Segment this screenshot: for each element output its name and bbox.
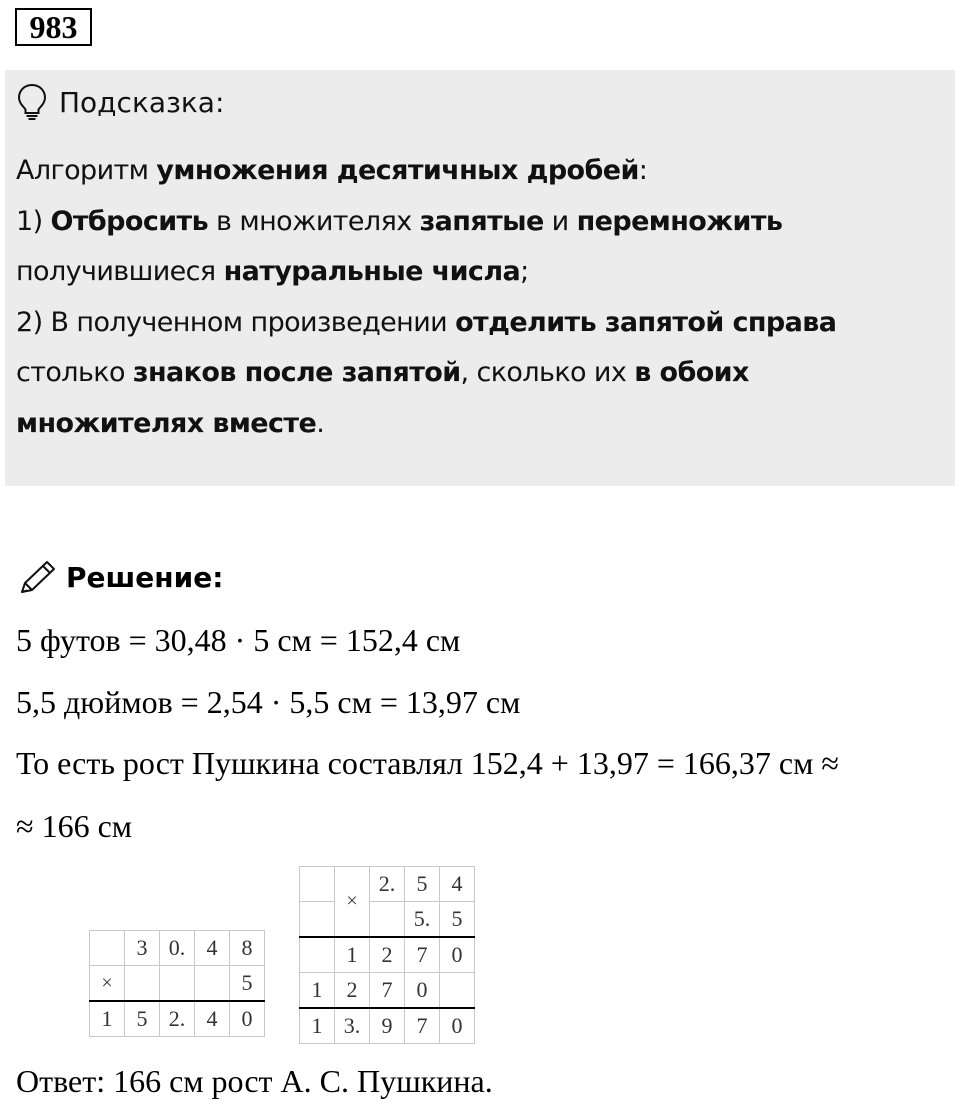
hint-text [16,146,941,449]
solution-line: 5 футов = 30,48 · 5 см = 152,4 см [16,622,461,658]
hint-emphasis: натуральные числа [223,256,521,287]
hint-emphasis: в обоих [634,357,749,388]
calc-cell: 2 [335,973,370,1009]
calc-cell: 4 [440,867,475,902]
hint-segment: : [638,155,648,186]
hint-line [16,399,941,450]
hint-header [17,82,224,122]
calc-cell: 5 [440,902,475,938]
calc-cell: 1 [335,937,370,973]
calc-cell: 1 [300,973,335,1009]
calc-cell: 0 [440,1008,475,1044]
hint-emphasis: множителях вместе [16,407,317,439]
problem-number: 983 [15,8,92,46]
calc-cell: 4 [195,931,230,966]
hint-segment: получившиеся [16,256,224,287]
calc-cell: 8 [230,931,265,966]
hint-emphasis: запятые [419,205,544,237]
multiply-sign: × [335,867,370,938]
calc-cell: 7 [405,1008,440,1044]
hint-line [16,298,941,349]
hint-line [16,348,941,399]
calc-cell: 5 [405,867,440,902]
calc-cell [300,937,335,973]
calc-cell [300,902,335,938]
calc-cell: 0 [405,973,440,1009]
hint-segment: Алгоритм [16,155,157,186]
calc-cell [195,966,230,1002]
hint-panel [5,70,955,486]
lightbulb-icon [17,83,47,121]
calc-cell: 0 [230,1001,265,1037]
calc-cell: 0. [160,931,195,966]
hint-segment: 1) [16,205,51,237]
solution-header [18,552,223,602]
solution-line: То есть рост Пушкина составлял 152,4 + 13,97 = 166,37 см ≈ [16,745,839,781]
hint-title: Подсказка: [59,85,225,119]
calc-cell [300,867,335,902]
hint-emphasis: отделить запятой справа [455,306,837,338]
calc-cell [125,966,160,1002]
hint-emphasis: перемножить [576,205,783,237]
calc-cell: 1 [90,1001,125,1037]
hint-emphasis: знаков после запятой [132,357,461,388]
hint-segment: в множителях [208,205,420,237]
column-multiplication-2 [299,866,475,1044]
calc-cell: 2. [160,1001,195,1037]
hint-emphasis: Отбросить [50,205,209,237]
calc-cell [90,931,125,966]
calc-cell [370,902,405,938]
calc-cell: 2 [370,937,405,973]
calc-cell: 7 [370,973,405,1009]
hint-line [16,247,941,298]
solution-line: ≈ 166 см [16,808,133,844]
hint-segment: 2) В полученном произведении [16,306,456,338]
calc-cell: 5 [125,1001,160,1037]
calc-cell: 3. [335,1008,370,1044]
solution-title: Решение: [66,560,224,594]
hint-segment: ; [520,256,529,287]
calc-cell: 4 [195,1001,230,1037]
calc-cell: 3 [125,931,160,966]
hint-segment: столько [16,357,133,388]
calc-cell: 5. [405,902,440,938]
calc-cell [440,973,475,1009]
hint-segment: и [543,205,577,237]
hint-segment: , сколько их [460,357,635,388]
hint-line [16,146,941,197]
hint-line [16,197,941,248]
calc-cell: 9 [370,1008,405,1044]
pencil-icon [18,558,60,596]
multiply-sign: × [90,966,125,1002]
calc-cell: 0 [440,937,475,973]
hint-emphasis: умножения десятичных дробей [156,155,639,186]
calc-cell: 7 [405,937,440,973]
solution-line: 5,5 дюймов = 2,54 · 5,5 см = 13,97 см [16,684,521,720]
hint-segment: . [316,407,325,439]
calc-cell [160,966,195,1002]
calc-cell: 1 [300,1008,335,1044]
answer: Ответ: 166 см рост А. С. Пушкина. [16,1063,493,1099]
column-multiplication-1 [89,930,265,1037]
calc-cell: 2. [370,867,405,902]
calc-cell: 5 [230,966,265,1002]
